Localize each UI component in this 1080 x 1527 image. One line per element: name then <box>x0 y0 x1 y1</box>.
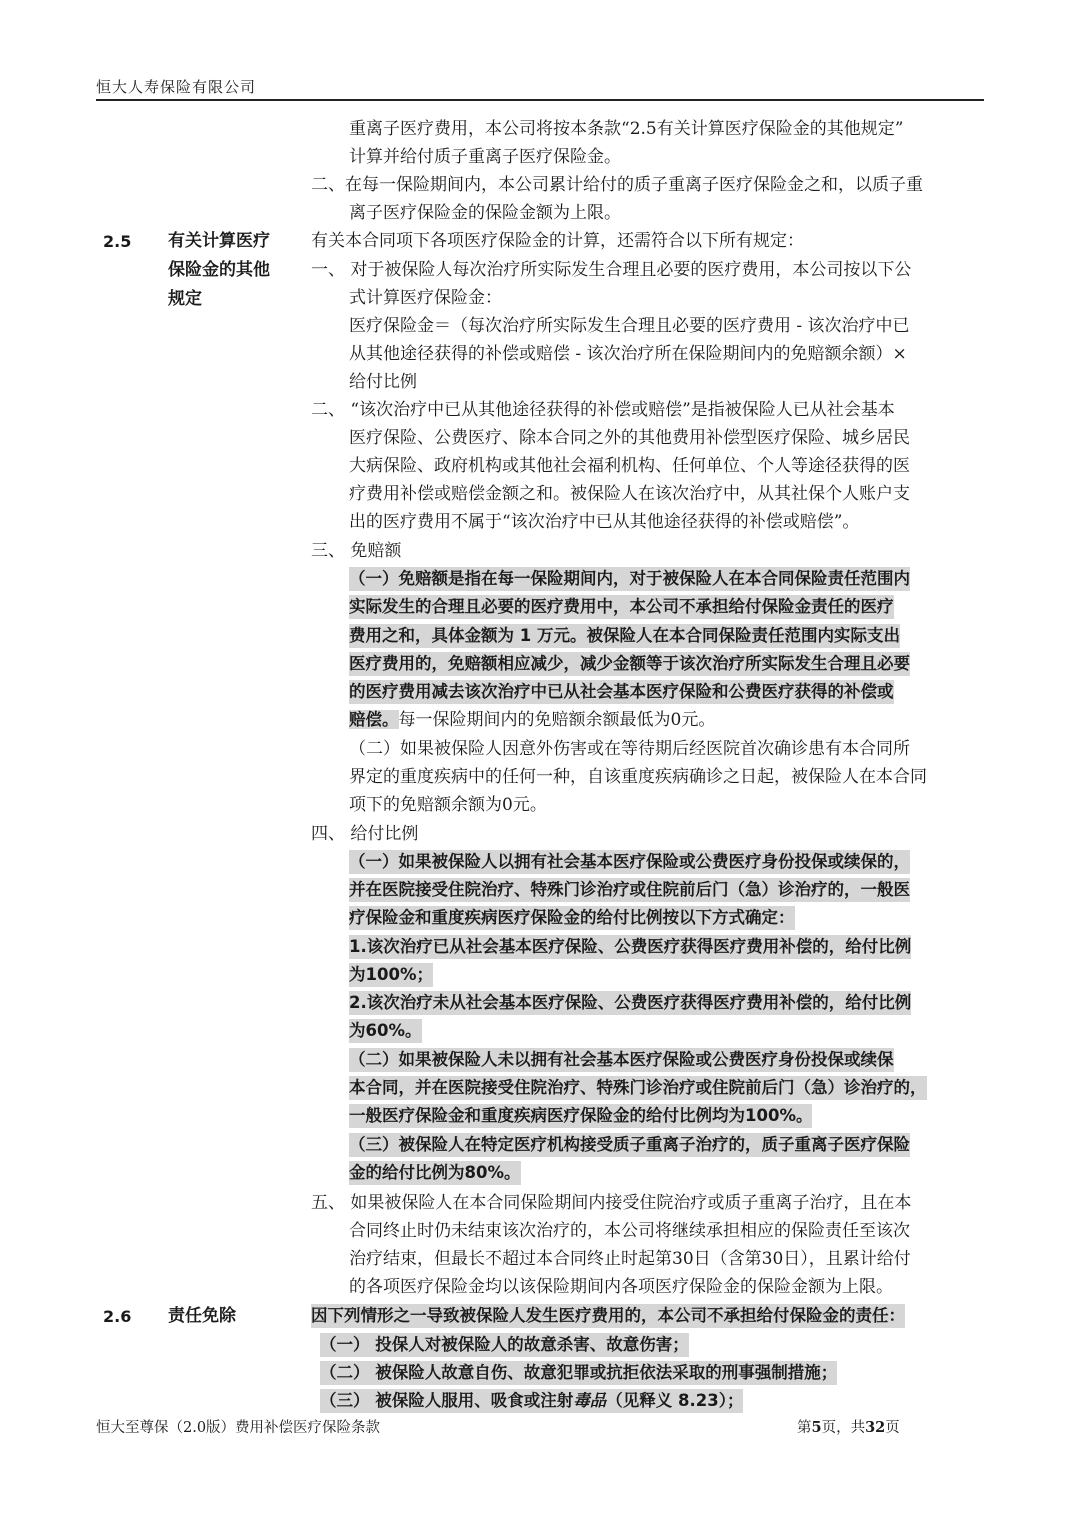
highlighted-line: 实际发生的合理且必要的医疗费用中，本公司不承担给付保险金责任的医疗 <box>349 595 894 619</box>
highlighted-line: 1.该次治疗已从社会基本医疗保险、公费医疗获得医疗费用补偿的，给付比例 <box>349 935 911 959</box>
exclusion-ref: （见释义 8.23）； <box>606 1391 744 1410</box>
highlighted-line: 为100%； <box>349 963 433 987</box>
highlighted-line: 金的给付比例为80%。 <box>349 1161 521 1185</box>
body-line: 治疗结束，但最长不超过本合同终止时起第30日（含第30日），且累计给付 <box>349 1249 911 1269</box>
body-line: 四、 给付比例 <box>311 824 419 844</box>
body-line <box>349 708 715 732</box>
highlighted-line: 并在医院接受住院治疗、特殊门诊治疗或住院前后门（急）诊治疗的，一般医 <box>349 878 910 902</box>
highlighted-line: （一）免赔额是指在每一保险期间内，对于被保险人在本合同保险责任范围内 <box>349 567 910 591</box>
highlighted-line: （三）被保险人在特定医疗机构接受质子重离子治疗的，质子重离子医疗保险 <box>349 1133 910 1157</box>
highlighted-line: 一般医疗保险金和重度疾病医疗保险金的给付比例均为100%。 <box>349 1104 812 1128</box>
body-line: （二）如果被保险人因意外伤害或在等待期后经医院首次确诊患有本合同所 <box>349 739 910 759</box>
body-line: 的各项医疗保险金均以该保险期间内各项医疗保险金的保险金额为上限。 <box>349 1277 893 1297</box>
body-line: 项下的免赔额余额为0元。 <box>349 795 547 815</box>
highlighted-line: 费用之和，具体金额为 1 万元。被保险人在本合同保险责任范围内实际支出 <box>349 624 900 648</box>
exclusion-text: （三） 被保险人服用、吸食或注射 <box>320 1391 574 1410</box>
highlighted-line: 2.该次治疗未从社会基本医疗保险、公费医疗获得医疗费用补偿的，给付比例 <box>349 991 911 1015</box>
body-line: 五、 如果被保险人在本合同保险期间内接受住院治疗或质子重离子治疗，且在本 <box>311 1193 912 1213</box>
body-line: 出的医疗费用不属于“该次治疗中已从其他途径获得的补偿或赔偿”。 <box>349 512 860 532</box>
highlighted-line: （二） 被保险人故意自伤、故意犯罪或抗拒依法采取的刑事强制措施； <box>320 1361 837 1385</box>
body-line: 计算并给付质子重离子医疗保险金。 <box>349 147 621 167</box>
page-header-company: 恒大人寿保险有限公司 <box>96 78 257 96</box>
body-line: 医疗保险、公费医疗、除本合同之外的其他费用补偿型医疗保险、城乡居民 <box>349 428 910 448</box>
section-number-2-6: 2.6 <box>103 1307 132 1326</box>
highlighted-line: 的医疗费用减去该次治疗中已从社会基本医疗保险和公费医疗获得的补偿或 <box>349 680 894 704</box>
highlighted-line: 疗保险金和重度疾病医疗保险金的给付比例按以下方式确定： <box>349 906 795 930</box>
footer-text: 第 <box>797 1420 812 1436</box>
section-title-line: 保险金的其他 <box>168 260 270 280</box>
section-title-2-5 <box>168 227 270 314</box>
highlighted-span: 赔偿。 <box>349 710 399 729</box>
highlighted-line: 因下列情形之一导致被保险人发生医疗费用的，本公司不承担给付保险金的责任： <box>311 1304 905 1328</box>
body-line: 合同终止时仍未结束该次治疗的，本公司将继续承担相应的保险责任至该次 <box>349 1221 910 1241</box>
footer-text: 页 <box>885 1420 900 1436</box>
highlighted-line: 为60%。 <box>349 1019 422 1043</box>
body-line: 一、 对于被保险人每次治疗所实际发生合理且必要的医疗费用，本公司按以下公 <box>311 260 912 280</box>
total-pages: 32 <box>865 1419 886 1436</box>
defined-term: 毒品 <box>573 1391 607 1410</box>
section-title-line: 规定 <box>168 289 202 309</box>
footer-doc-title: 恒大至尊保（2.0版）费用补偿医疗保险条款 <box>96 1420 381 1436</box>
section-number-2-5: 2.5 <box>103 232 132 251</box>
formula-line: 从其他途径获得的补偿或赔偿 - 该次治疗所在保险期间内的免赔额余额）× <box>349 344 907 364</box>
highlighted-line: 医疗费用的，免赔额相应减少，减少金额等于该次治疗所实际发生合理且必要 <box>349 652 910 676</box>
highlighted-line: （一） 投保人对被保险人的故意杀害、故意伤害； <box>320 1333 689 1357</box>
highlighted-line: 本合同，并在医院接受住院治疗、特殊门诊治疗或住院前后门（急）诊治疗的， <box>349 1076 927 1100</box>
body-line: 界定的重度疾病中的任何一种，自该重度疾病确诊之日起，被保险人在本合同 <box>349 767 927 787</box>
footer-page-number <box>797 1416 900 1437</box>
footer-text: 页，共 <box>821 1420 866 1436</box>
highlighted-line: （一）如果被保险人以拥有社会基本医疗保险或公费医疗身份投保或续保的， <box>349 850 910 874</box>
body-line: 三、 免赔额 <box>311 541 402 561</box>
body-line: 有关本合同项下各项医疗保险金的计算，还需符合以下所有规定： <box>311 231 804 251</box>
current-page: 5 <box>811 1419 822 1436</box>
body-line: 二、在每一保险期间内，本公司累计给付的质子重离子医疗保险金之和，以质子重 <box>311 175 923 195</box>
header-rule <box>96 99 984 101</box>
formula-line: 给付比例 <box>349 372 417 392</box>
section-title-2-6: 责任免除 <box>168 1306 236 1326</box>
plain-span: 每一保险期间内的免赔额余额最低为0元。 <box>398 710 716 730</box>
body-line: 重离子医疗费用，本公司将按本条款“2.5有关计算医疗保险金的其他规定” <box>349 119 904 139</box>
highlighted-line <box>320 1389 743 1413</box>
body-line: 二、 “该次治疗中已从其他途径获得的补偿或赔偿”是指被保险人已从社会基本 <box>311 400 895 420</box>
body-line: 离子医疗保险金的保险金额为上限。 <box>349 203 621 223</box>
body-line: 大病保险、政府机构或其他社会福利机构、任何单位、个人等途径获得的医 <box>349 456 910 476</box>
formula-line: 医疗保险金＝（每次治疗所实际发生合理且必要的医疗费用 - 该次治疗中已 <box>349 316 910 336</box>
body-line: 式计算医疗保险金： <box>349 288 502 308</box>
highlighted-line: （二）如果被保险人未以拥有社会基本医疗保险或公费医疗身份投保或续保 <box>349 1048 894 1072</box>
section-title-line: 有关计算医疗 <box>168 231 270 251</box>
body-line: 疗费用补偿或赔偿金额之和。被保险人在该次治疗中，从其社保个人账户支 <box>349 484 910 504</box>
